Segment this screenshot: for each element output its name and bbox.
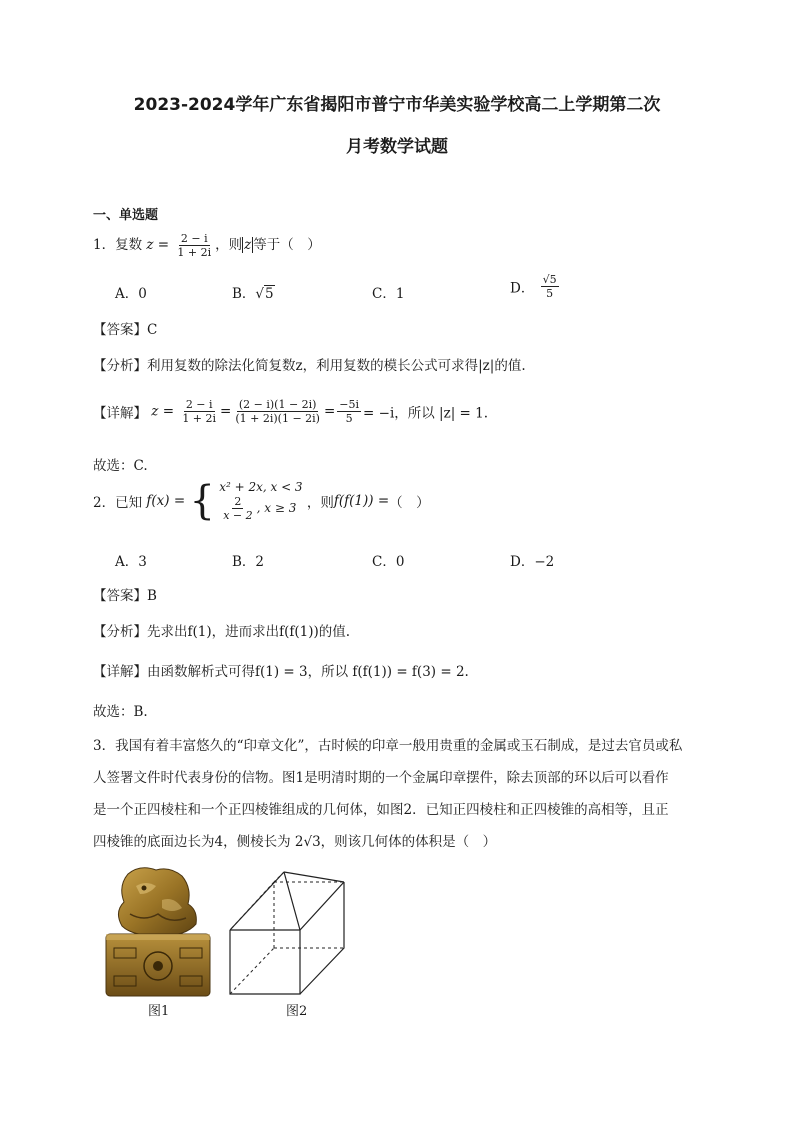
q1-option-d-label: D． [510, 280, 535, 297]
q2-option-c [372, 550, 404, 570]
q1-detail-frac1-den: 1 + 2i [182, 412, 217, 425]
q2-case2-num: 2 [234, 495, 242, 508]
q2-case2-den: x − 2 [223, 509, 253, 522]
q2-answer-tag: 【答案】 [93, 588, 147, 604]
q1-option-a [115, 282, 147, 302]
q1-option-c-label: C． [372, 286, 396, 302]
q2-analysis [93, 620, 350, 640]
geometry-figure-diagram [226, 870, 354, 1000]
q1-absz: z [244, 237, 252, 253]
q2-analysis-text: 先求出f(1)，进而求出f(f(1))的值. [147, 624, 351, 640]
q1-analysis [93, 354, 526, 374]
fig2-caption: 图2 [286, 1004, 308, 1019]
q3-line4: 四棱锥的底面边长为4，侧棱长为 2√3，则该几何体的体积是（ ） [93, 834, 497, 850]
q1-option-c [372, 282, 404, 302]
q2-answer [93, 584, 157, 604]
q1-option-b-text: 5 [265, 286, 274, 302]
q1-detail-frac1 [180, 398, 218, 425]
q1-answer [93, 318, 157, 338]
q1-option-b-label: B． [232, 286, 256, 302]
q1-option-d [510, 273, 561, 300]
q1-stem [93, 232, 321, 259]
q2-option-a-text: 3 [138, 554, 147, 570]
q1-fraction [175, 232, 213, 259]
q2-option-b [232, 550, 264, 570]
q2-brace: { [189, 478, 215, 524]
q1-detail-tag: 【详解】 [93, 405, 147, 422]
q1-detail-frac3 [337, 398, 361, 425]
q1-option-a-text: 0 [138, 286, 147, 302]
q2-option-b-label: B． [232, 554, 256, 570]
q2-option-d-label: D． [510, 554, 535, 570]
q1-answer-tag: 【答案】 [93, 322, 147, 338]
q1-analysis-tag: 【分析】 [93, 358, 147, 374]
q2-answer-value: B [147, 588, 157, 604]
fig1-caption: 图1 [148, 1004, 170, 1019]
q2-number: 2． [93, 495, 116, 511]
q1-frac-num: 2 − i [180, 232, 208, 245]
q1-conclusion: 故选：C. [93, 458, 148, 474]
seal-figure-image [100, 864, 218, 1000]
q1-detail-frac2-den: (1 + 2i)(1 − 2i) [235, 412, 320, 425]
q3-line3: 是一个正四棱柱和一个正四棱锥组成的几何体，如图2．已知正四棱柱和正四棱锥的高相等，且正 [93, 802, 669, 818]
q2-option-d-text: −2 [534, 554, 555, 570]
q2-case2-frac [221, 495, 254, 522]
q2-option-c-text: 0 [395, 554, 405, 570]
q2-detail-tag: 【详解】 [93, 664, 147, 680]
q2-detail [93, 660, 469, 680]
q3-line1 [93, 734, 682, 754]
q1-analysis-text: 利用复数的除法化简复数z，利用复数的模长公式可求得|z|的值. [147, 358, 526, 374]
q3-line2: 人签署文件时代表身份的信物。图1是明清时期的一个金属印章摆件，除去顶部的环以后可以看作 [93, 770, 669, 786]
q1-stem-c: 等于（ ） [253, 237, 321, 253]
page-title-line2: 月考数学试题 [346, 137, 448, 157]
q2-option-a [115, 550, 147, 570]
q1-detail-eq2: = [323, 403, 336, 420]
q2-conclusion: 故选：B. [93, 704, 148, 720]
q1-option-b: B．√5 [232, 286, 274, 302]
q2-cases [219, 480, 302, 522]
q2-stem-a: 已知 [115, 495, 143, 511]
q1-detail [93, 398, 488, 425]
q1-option-c-text: 1 [395, 286, 405, 302]
q1-option-d-den: 5 [546, 287, 554, 300]
q2-stem-c: （ ） [389, 495, 430, 511]
q1-detail-frac1-num: 2 − i [185, 398, 213, 411]
q1-number: 1． [93, 237, 116, 253]
q1-option-d-fraction [541, 273, 559, 300]
q1-frac-den: 1 + 2i [177, 246, 212, 259]
q1-detail-z: z = [151, 403, 175, 420]
section-heading: 一、单选题 [93, 208, 159, 223]
q1-z-eq: z = [146, 237, 170, 253]
q1-option-a-label: A． [115, 286, 139, 302]
q1-stem-a: 复数 [115, 237, 143, 253]
q2-option-d [510, 550, 554, 570]
q1-detail-frac2 [233, 398, 322, 425]
q2-fx: f(x) = [146, 493, 186, 509]
q3-text-1: 我国有着丰富悠久的“印章文化”，古时候的印章一般用贵重的金属或玉石制成，是过去官员或私 [115, 738, 683, 754]
q2-detail-text: 由函数解析式可得f(1) = 3，所以 f(f(1)) = f(3) = 2. [147, 664, 469, 680]
q2-option-b-text: 2 [255, 554, 265, 570]
q2-case1: x² + 2x, x < 3 [219, 480, 303, 494]
q1-answer-value: C [147, 322, 158, 338]
q1-detail-frac2-num: (2 − i)(1 − 2i) [238, 398, 317, 411]
q2-stem-b: ，则 [306, 495, 334, 511]
q1-detail-frac3-den: 5 [345, 412, 353, 425]
q2-analysis-tag: 【分析】 [93, 624, 147, 640]
page-title-line1: 2023-2024学年广东省揭阳市普宁市华美实验学校高二上学期第二次 [133, 95, 661, 115]
q3-number: 3． [93, 738, 116, 754]
q2-case2 [219, 495, 302, 522]
q1-detail-frac3-num: −5i [339, 398, 360, 411]
q2-ff1: f(f(1)) = [333, 493, 390, 509]
q1-detail-eq1: = [220, 403, 232, 420]
q2-option-c-label: C． [372, 554, 396, 570]
q1-option-d-num: √5 [542, 273, 557, 286]
q1-stem-b: ，则 [215, 237, 243, 253]
q1-detail-tail: = −i，所以 |z| = 1. [363, 405, 489, 422]
q2-stem [93, 480, 430, 522]
q2-case2-cond: , x ≥ 3 [256, 501, 297, 515]
q2-option-a-label: A． [115, 554, 139, 570]
